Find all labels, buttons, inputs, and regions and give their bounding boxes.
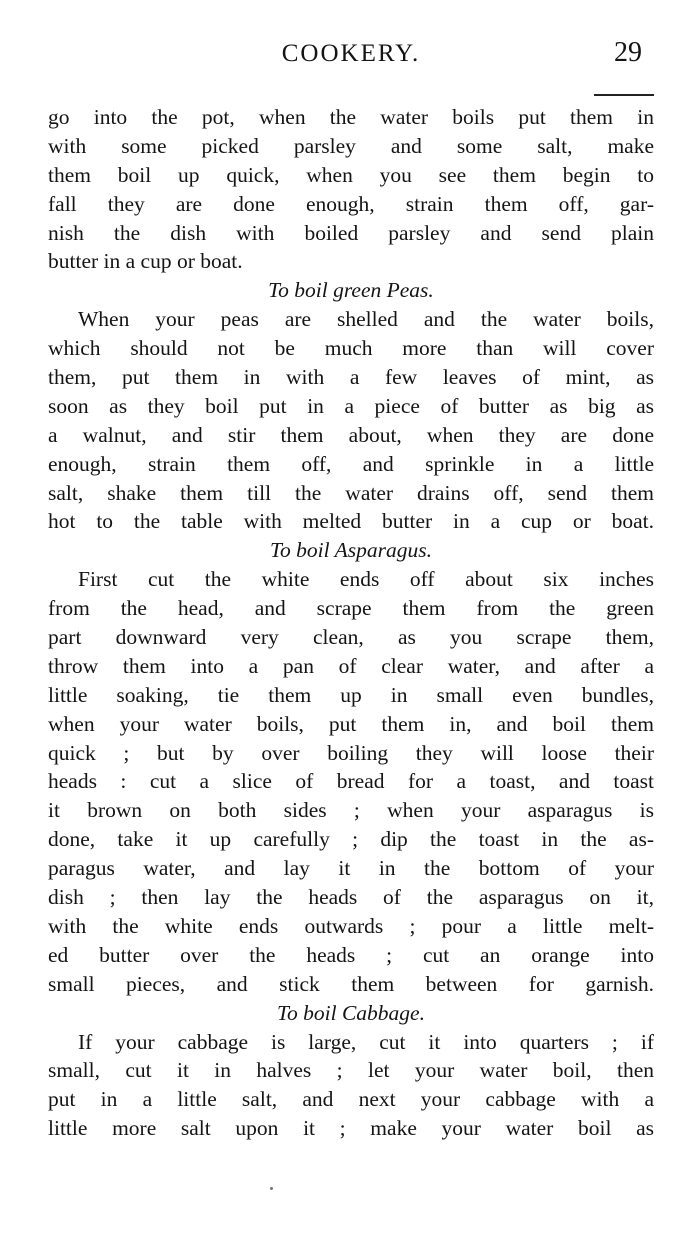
text-line: with the white ends outwards ; pour a little melt- [48,913,654,938]
recipe-heading-cabbage: To boil Cabbage. [277,1000,425,1025]
text-line: enough, strain them off, and sprinkle in a little [48,451,654,476]
recipe-heading-asparagus: To boil Asparagus. [270,538,432,563]
text-line: with some picked parsley and some salt, make [48,133,654,158]
text-line: done, take it up carefully ; dip the toast in the as- [48,827,654,852]
text-line: nish the dish with boiled parsley and send plain [48,220,654,245]
ink-speck [270,1187,273,1190]
text-line: go into the pot, when the water boils put them in [48,105,654,129]
running-head [46,37,656,80]
text-line: them, put them in with a few leaves of mint, as [48,365,654,390]
text-line: soon as they boil put in a piece of butter as big as [48,393,654,418]
text-line: salt, shake them till the water drains off, send them [48,480,654,505]
text-line: from the head, and scrape them from the green [48,596,654,621]
body-text [48,103,654,1143]
text-line: which should not be much more than will cover [48,336,654,361]
text-line: small, cut it in halves ; let your water boil, then [48,1058,654,1083]
text-line: If your cabbage is large, cut it into quarters ; if [78,1029,654,1054]
text-line: dish ; then lay the heads of the asparagus on it, [48,885,654,910]
text-line: part downward very clean, as you scrape them, [48,625,654,650]
text-line: it brown on both sides ; when your asparagus is [48,798,654,823]
text-line: little more salt upon it ; make your water boil as [48,1116,654,1141]
text-line: when your water boils, put them in, and boil them [48,711,654,736]
text-line: paragus water, and lay it in the bottom of your [48,856,654,881]
text-line: First cut the white ends off about six inches [78,567,654,592]
text-line: butter in a cup or boat. [48,249,243,274]
text-line: small pieces, and stick them between for garnish. [48,971,654,996]
text-line: heads : cut a slice of bread for a toast, and toast [48,769,654,794]
text-line: little soaking, tie them up in small even bundles, [48,682,654,707]
text-line: ed butter over the heads ; cut an orange into [48,942,654,967]
text-line: a walnut, and stir them about, when they are done [48,422,654,447]
text-line: When your peas are shelled and the water boils, [78,307,654,332]
recipe-heading-peas: To boil green Peas. [268,278,434,303]
text-line: quick ; but by over boiling they will loose their [48,740,654,765]
text-line: throw them into a pan of clear water, and after a [48,653,654,678]
text-line: put in a little salt, and next your cabbage with a [48,1087,654,1112]
text-line: them boil up quick, when you see them begin to [48,162,654,187]
text-line: fall they are done enough, strain them off, gar- [48,191,654,216]
text-line: hot to the table with melted butter in a cup or boat. [48,509,654,534]
page-number: 29 [614,37,642,68]
header-rule [594,94,654,96]
running-title: COOKERY. [281,40,421,67]
